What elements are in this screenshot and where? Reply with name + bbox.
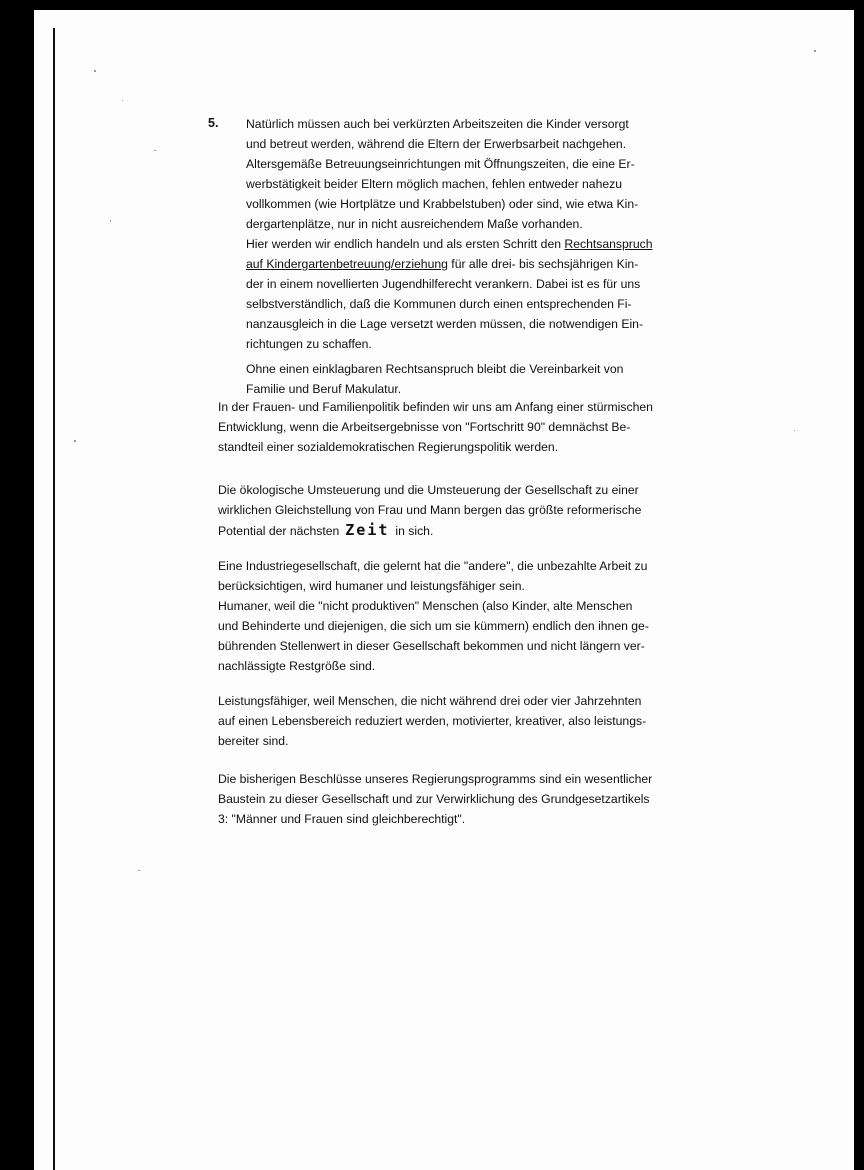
text-span: Hier werden wir endlich handeln und als ersten Schritt den xyxy=(246,237,565,251)
text-line: Die ökologische Umsteuerung und die Umsteuerung der Gesellschaft zu einer xyxy=(218,483,639,497)
paragraph-2 xyxy=(246,359,623,399)
text-span: in sich. xyxy=(395,524,434,538)
text-span: Potential der nächsten xyxy=(218,524,340,538)
paragraph-7 xyxy=(218,769,652,829)
scan-speck xyxy=(794,430,795,431)
underlined-text: auf Kindergartenbetreuung/erziehung xyxy=(246,257,448,271)
text-line: 3: "Männer und Frauen sind gleichberechtigt". xyxy=(218,812,466,826)
scan-speck xyxy=(94,70,96,72)
text-line: Leistungsfähiger, weil Menschen, die nicht während drei oder vier Jahrzehnten xyxy=(218,694,642,708)
text-line: dergartenplätze, nur in nicht ausreichendem Maße vorhanden. xyxy=(246,217,583,231)
text-line: Altersgemäße Betreuungseinrichtungen mit Öffnungszeiten, die eine Er- xyxy=(246,157,635,171)
text-line: standteil einer sozialdemokratischen Regierungspolitik werden. xyxy=(218,440,559,454)
scan-speck xyxy=(814,50,816,52)
scan-speck xyxy=(138,870,140,871)
paragraph-1 xyxy=(246,114,652,354)
text-line: selbstverständlich, daß die Kommunen durch einen entsprechenden Fi- xyxy=(246,297,632,311)
text-line: Familie und Beruf Makulatur. xyxy=(246,382,402,396)
text-line: richtungen zu schaffen. xyxy=(246,337,372,351)
paragraph-4 xyxy=(218,480,641,541)
text-line: Natürlich müssen auch bei verkürzten Arbeitszeiten die Kinder versorgt xyxy=(246,117,629,131)
paragraph-3 xyxy=(218,397,653,457)
text-line: der in einem novellierten Jugendhilferecht verankern. Dabei ist es für uns xyxy=(246,277,641,291)
text-line: Entwicklung, wenn die Arbeitsergebnisse von "Fortschritt 90" demnächst Be- xyxy=(218,420,631,434)
paragraph-6 xyxy=(218,691,646,751)
text-line: berücksichtigen, wird humaner und leistungsfähiger sein. xyxy=(218,579,525,593)
text-line: Eine Industriegesellschaft, die gelernt hat die "andere", die unbezahlte Arbeit zu xyxy=(218,559,648,573)
text-line: vollkommen (wie Hortplätze und Krabbelstuben) oder sind, wie etwa Kin- xyxy=(246,197,639,211)
scan-speck xyxy=(122,100,123,101)
text-span: für alle drei- bis sechsjährigen Kin- xyxy=(447,257,639,271)
underlined-text: Rechtsanspruch xyxy=(564,237,653,251)
text-line: In der Frauen- und Familienpolitik befinden wir uns am Anfang einer stürmischen xyxy=(218,400,653,414)
handwritten-word: Zeit xyxy=(345,521,390,539)
text-line: bereiter sind. xyxy=(218,734,289,748)
text-line: Baustein zu dieser Gesellschaft und zur Verwirklichung des Grundgesetzartikels xyxy=(218,792,650,806)
text-line: auf einen Lebensbereich reduziert werden, motivierter, kreativer, also leistungs- xyxy=(218,714,647,728)
scan-speck xyxy=(110,220,111,222)
text-line xyxy=(246,254,652,274)
text-line xyxy=(246,234,652,254)
text-line xyxy=(218,520,641,541)
text-line: Humaner, weil die "nicht produktiven" Menschen (also Kinder, alte Menschen xyxy=(218,599,633,613)
text-line: nanzausgleich in die Lage versetzt werden müssen, die notwendigen Ein- xyxy=(246,317,644,331)
margin-rule xyxy=(53,28,55,1170)
item-number: 5. xyxy=(208,116,219,130)
paragraph-5 xyxy=(218,556,649,676)
text-line: und betreut werden, während die Eltern der Erwerbsarbeit nachgehen. xyxy=(246,137,627,151)
text-line: werbstätigkeit beider Eltern möglich machen, fehlen entweder nahezu xyxy=(246,177,622,191)
scan-speck xyxy=(74,440,76,442)
text-line: wirklichen Gleichstellung von Frau und Mann bergen das größte reformerische xyxy=(218,503,642,517)
text-line: Die bisherigen Beschlüsse unseres Regierungsprogramms sind ein wesentlicher xyxy=(218,772,653,786)
text-line: bührenden Stellenwert in dieser Gesellschaft bekommen und nicht längern ver- xyxy=(218,639,645,653)
text-line: und Behinderte und diejenigen, die sich um sie kümmern) endlich den ihnen ge- xyxy=(218,619,649,633)
text-line: nachlässigte Restgröße sind. xyxy=(218,659,376,673)
text-line: Ohne einen einklagbaren Rechtsanspruch bleibt die Vereinbarkeit von xyxy=(246,362,624,376)
document-page xyxy=(34,10,854,1170)
scan-speck xyxy=(154,150,156,151)
